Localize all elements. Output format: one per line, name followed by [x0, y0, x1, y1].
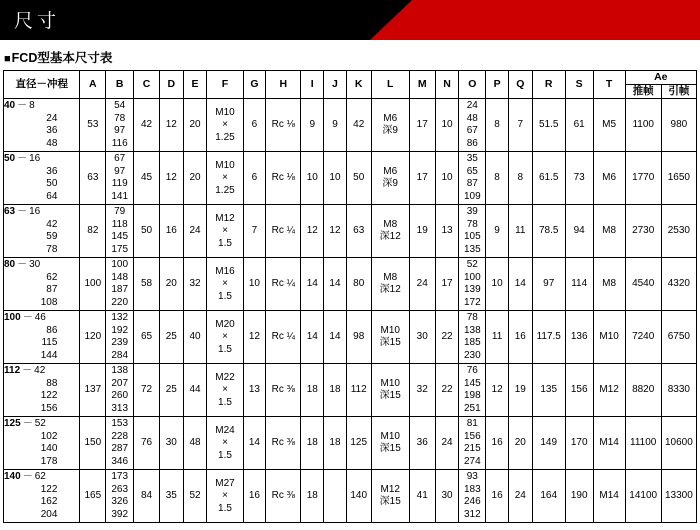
bullet-square-icon: ■: [4, 53, 11, 65]
cell-R: 117.5: [532, 311, 565, 364]
cell-E: 52: [183, 470, 207, 523]
col-header-D: D: [159, 71, 183, 99]
cell-J: [324, 470, 347, 523]
cell-H: Rc ⅛: [266, 152, 301, 205]
cell-O: 24 48 67 86: [459, 99, 486, 152]
col-header-I: I: [301, 71, 324, 99]
cell-F: M16 × 1.5: [207, 258, 243, 311]
table-header-row: [4, 71, 697, 85]
cell-P: 8: [486, 99, 509, 152]
cell-ae-pull: 6750: [661, 311, 696, 364]
table-row: [4, 470, 697, 523]
cell-G: 16: [243, 470, 266, 523]
cell-ae-pull: 980: [661, 99, 696, 152]
cell-A: 165: [80, 470, 106, 523]
cell-H: Rc ¼: [266, 311, 301, 364]
cell-G: 7: [243, 205, 266, 258]
cell-L: M8 深12: [371, 205, 409, 258]
col-header-ae-push: 推帧: [625, 85, 661, 99]
cell-L: M10 深15: [371, 364, 409, 417]
col-header-J: J: [324, 71, 347, 99]
cell-S: 114: [565, 258, 593, 311]
cell-S: 61: [565, 99, 593, 152]
table-row: [4, 152, 697, 205]
col-header-Ae: Ae: [625, 71, 696, 85]
cell-O: 81 156 215 274: [459, 417, 486, 470]
cell-L: M8 深12: [371, 258, 409, 311]
cell-E: 44: [183, 364, 207, 417]
cell-R: 61.5: [532, 152, 565, 205]
cell-M: 36: [409, 417, 435, 470]
col-header-L: L: [371, 71, 409, 99]
cell-C: 84: [134, 470, 160, 523]
cell-ae-pull: 10600: [661, 417, 696, 470]
cell-N: 17: [435, 258, 459, 311]
cell-I: 9: [301, 99, 324, 152]
col-header-E: E: [183, 71, 207, 99]
cell-E: 20: [183, 99, 207, 152]
cell-F: M12 × 1.5: [207, 205, 243, 258]
cell-Q: 20: [508, 417, 532, 470]
cell-J: 18: [324, 417, 347, 470]
cell-M: 17: [409, 99, 435, 152]
cell-C: 45: [134, 152, 160, 205]
cell-ae-push: 4540: [625, 258, 661, 311]
cell-A: 82: [80, 205, 106, 258]
cell-C: 42: [134, 99, 160, 152]
cell-H: Rc ⅜: [266, 417, 301, 470]
col-header-T: T: [593, 71, 625, 99]
cell-Q: 16: [508, 311, 532, 364]
cell-bore-stroke: 40 － 8 24 36 48: [4, 99, 80, 152]
col-header-H: H: [266, 71, 301, 99]
cell-L: M6 深9: [371, 99, 409, 152]
cell-T: M8: [593, 205, 625, 258]
cell-K: 42: [346, 99, 371, 152]
cell-T: M14: [593, 470, 625, 523]
cell-E: 24: [183, 205, 207, 258]
cell-O: 52 100 139 172: [459, 258, 486, 311]
cell-J: 9: [324, 99, 347, 152]
cell-G: 12: [243, 311, 266, 364]
cell-K: 140: [346, 470, 371, 523]
cell-D: 35: [159, 470, 183, 523]
page-header-banner: [0, 0, 700, 40]
cell-ae-pull: 8330: [661, 364, 696, 417]
cell-ae-push: 2730: [625, 205, 661, 258]
cell-F: M27 × 1.5: [207, 470, 243, 523]
cell-J: 12: [324, 205, 347, 258]
cell-S: 156: [565, 364, 593, 417]
cell-K: 63: [346, 205, 371, 258]
cell-S: 190: [565, 470, 593, 523]
cell-E: 48: [183, 417, 207, 470]
cell-C: 50: [134, 205, 160, 258]
cell-N: 30: [435, 470, 459, 523]
col-header-F: F: [207, 71, 243, 99]
cell-K: 112: [346, 364, 371, 417]
cell-bore-stroke: 63 － 16 42 59 78: [4, 205, 80, 258]
table-row: [4, 311, 697, 364]
cell-P: 8: [486, 152, 509, 205]
table-row: [4, 99, 697, 152]
cell-C: 65: [134, 311, 160, 364]
cell-D: 12: [159, 99, 183, 152]
cell-P: 12: [486, 364, 509, 417]
cell-A: 150: [80, 417, 106, 470]
cell-N: 10: [435, 152, 459, 205]
col-header-A: A: [80, 71, 106, 99]
cell-R: 149: [532, 417, 565, 470]
col-header-K: K: [346, 71, 371, 99]
cell-G: 6: [243, 99, 266, 152]
col-header-C: C: [134, 71, 160, 99]
cell-F: M10 × 1.25: [207, 99, 243, 152]
table-body: [4, 99, 697, 523]
col-header-R: R: [532, 71, 565, 99]
col-header-Q: Q: [508, 71, 532, 99]
cell-E: 40: [183, 311, 207, 364]
cell-I: 18: [301, 417, 324, 470]
cell-B: 173 263 326 392: [106, 470, 134, 523]
cell-J: 14: [324, 311, 347, 364]
page-title: 尺寸: [14, 11, 61, 32]
cell-I: 14: [301, 258, 324, 311]
cell-N: 24: [435, 417, 459, 470]
cell-O: 93 183 246 312: [459, 470, 486, 523]
cell-I: 10: [301, 152, 324, 205]
cell-F: M10 × 1.25: [207, 152, 243, 205]
cell-T: M8: [593, 258, 625, 311]
cell-G: 14: [243, 417, 266, 470]
cell-K: 80: [346, 258, 371, 311]
cell-C: 58: [134, 258, 160, 311]
cell-H: Rc ¼: [266, 205, 301, 258]
cell-M: 41: [409, 470, 435, 523]
cell-D: 16: [159, 205, 183, 258]
cell-T: M6: [593, 152, 625, 205]
cell-S: 136: [565, 311, 593, 364]
cell-bore-stroke: 112 － 42 88 122 156: [4, 364, 80, 417]
table-row: [4, 258, 697, 311]
cell-P: 10: [486, 258, 509, 311]
cell-T: M5: [593, 99, 625, 152]
cell-R: 97: [532, 258, 565, 311]
cell-F: M20 × 1.5: [207, 311, 243, 364]
cell-bore-stroke: 140 － 62 122 162 204: [4, 470, 80, 523]
cell-N: 13: [435, 205, 459, 258]
cell-bore-stroke: 50 － 16 36 50 64: [4, 152, 80, 205]
cell-I: 18: [301, 364, 324, 417]
cell-A: 137: [80, 364, 106, 417]
cell-T: M10: [593, 311, 625, 364]
cell-N: 22: [435, 364, 459, 417]
cell-Q: 24: [508, 470, 532, 523]
cell-B: 79 118 145 175: [106, 205, 134, 258]
header-red-accent: [370, 0, 700, 40]
cell-D: 20: [159, 258, 183, 311]
cell-C: 76: [134, 417, 160, 470]
cell-H: Rc ¼: [266, 258, 301, 311]
cell-M: 19: [409, 205, 435, 258]
cell-ae-push: 8820: [625, 364, 661, 417]
table-caption-text: FCD型基本尺寸表: [11, 51, 113, 65]
cell-M: 32: [409, 364, 435, 417]
cell-K: 50: [346, 152, 371, 205]
col-header-N: N: [435, 71, 459, 99]
cell-O: 35 65 87 109: [459, 152, 486, 205]
cell-T: M12: [593, 364, 625, 417]
cell-O: 76 145 198 251: [459, 364, 486, 417]
cell-P: 16: [486, 417, 509, 470]
cell-L: M10 深15: [371, 417, 409, 470]
cell-P: 11: [486, 311, 509, 364]
cell-B: 132 192 239 284: [106, 311, 134, 364]
cell-Q: 8: [508, 152, 532, 205]
cell-S: 73: [565, 152, 593, 205]
cell-Q: 7: [508, 99, 532, 152]
cell-M: 24: [409, 258, 435, 311]
col-header-bore-stroke: 直径－冲程: [4, 71, 80, 99]
cell-N: 10: [435, 99, 459, 152]
cell-O: 39 78 105 135: [459, 205, 486, 258]
cell-M: 17: [409, 152, 435, 205]
cell-J: 18: [324, 364, 347, 417]
cell-ae-pull: 4320: [661, 258, 696, 311]
cell-R: 164: [532, 470, 565, 523]
cell-B: 153 228 287 346: [106, 417, 134, 470]
col-header-ae-pull: 引帧: [661, 85, 696, 99]
cell-K: 98: [346, 311, 371, 364]
table-row: [4, 364, 697, 417]
cell-B: 54 78 97 116: [106, 99, 134, 152]
cell-I: 12: [301, 205, 324, 258]
cell-G: 6: [243, 152, 266, 205]
cell-T: M14: [593, 417, 625, 470]
cell-ae-push: 1100: [625, 99, 661, 152]
cell-D: 25: [159, 364, 183, 417]
cell-S: 94: [565, 205, 593, 258]
table-row: [4, 205, 697, 258]
cell-B: 138 207 260 313: [106, 364, 134, 417]
cell-F: M24 × 1.5: [207, 417, 243, 470]
cell-P: 16: [486, 470, 509, 523]
dimension-table: [3, 70, 697, 523]
cell-A: 53: [80, 99, 106, 152]
col-header-G: G: [243, 71, 266, 99]
cell-B: 67 97 119 141: [106, 152, 134, 205]
cell-L: M6 深9: [371, 152, 409, 205]
cell-C: 72: [134, 364, 160, 417]
cell-D: 30: [159, 417, 183, 470]
cell-A: 100: [80, 258, 106, 311]
cell-R: 78.5: [532, 205, 565, 258]
col-header-O: O: [459, 71, 486, 99]
cell-D: 12: [159, 152, 183, 205]
cell-A: 120: [80, 311, 106, 364]
cell-H: Rc ⅜: [266, 470, 301, 523]
cell-ae-push: 11100: [625, 417, 661, 470]
table-caption: [4, 48, 700, 66]
cell-ae-pull: 2530: [661, 205, 696, 258]
cell-J: 10: [324, 152, 347, 205]
cell-P: 9: [486, 205, 509, 258]
col-header-B: B: [106, 71, 134, 99]
cell-Q: 19: [508, 364, 532, 417]
cell-ae-push: 14100: [625, 470, 661, 523]
col-header-P: P: [486, 71, 509, 99]
cell-F: M22 × 1.5: [207, 364, 243, 417]
col-header-M: M: [409, 71, 435, 99]
cell-M: 30: [409, 311, 435, 364]
cell-S: 170: [565, 417, 593, 470]
cell-I: 14: [301, 311, 324, 364]
cell-N: 22: [435, 311, 459, 364]
cell-bore-stroke: 80 － 30 62 87 108: [4, 258, 80, 311]
cell-bore-stroke: 125 － 52 102 140 178: [4, 417, 80, 470]
cell-bore-stroke: 100 － 46 86 115 144: [4, 311, 80, 364]
cell-H: Rc ⅛: [266, 99, 301, 152]
cell-ae-pull: 13300: [661, 470, 696, 523]
col-header-S: S: [565, 71, 593, 99]
cell-E: 20: [183, 152, 207, 205]
cell-J: 14: [324, 258, 347, 311]
cell-Q: 14: [508, 258, 532, 311]
cell-H: Rc ⅜: [266, 364, 301, 417]
cell-ae-push: 7240: [625, 311, 661, 364]
cell-I: 18: [301, 470, 324, 523]
cell-O: 78 138 185 230: [459, 311, 486, 364]
cell-E: 32: [183, 258, 207, 311]
cell-R: 51.5: [532, 99, 565, 152]
cell-R: 135: [532, 364, 565, 417]
table-row: [4, 417, 697, 470]
cell-D: 25: [159, 311, 183, 364]
cell-G: 10: [243, 258, 266, 311]
cell-Q: 11: [508, 205, 532, 258]
cell-ae-pull: 1650: [661, 152, 696, 205]
cell-B: 100 148 187 220: [106, 258, 134, 311]
cell-L: M12 深15: [371, 470, 409, 523]
cell-G: 13: [243, 364, 266, 417]
cell-L: M10 深15: [371, 311, 409, 364]
cell-ae-push: 1770: [625, 152, 661, 205]
cell-A: 63: [80, 152, 106, 205]
cell-K: 125: [346, 417, 371, 470]
